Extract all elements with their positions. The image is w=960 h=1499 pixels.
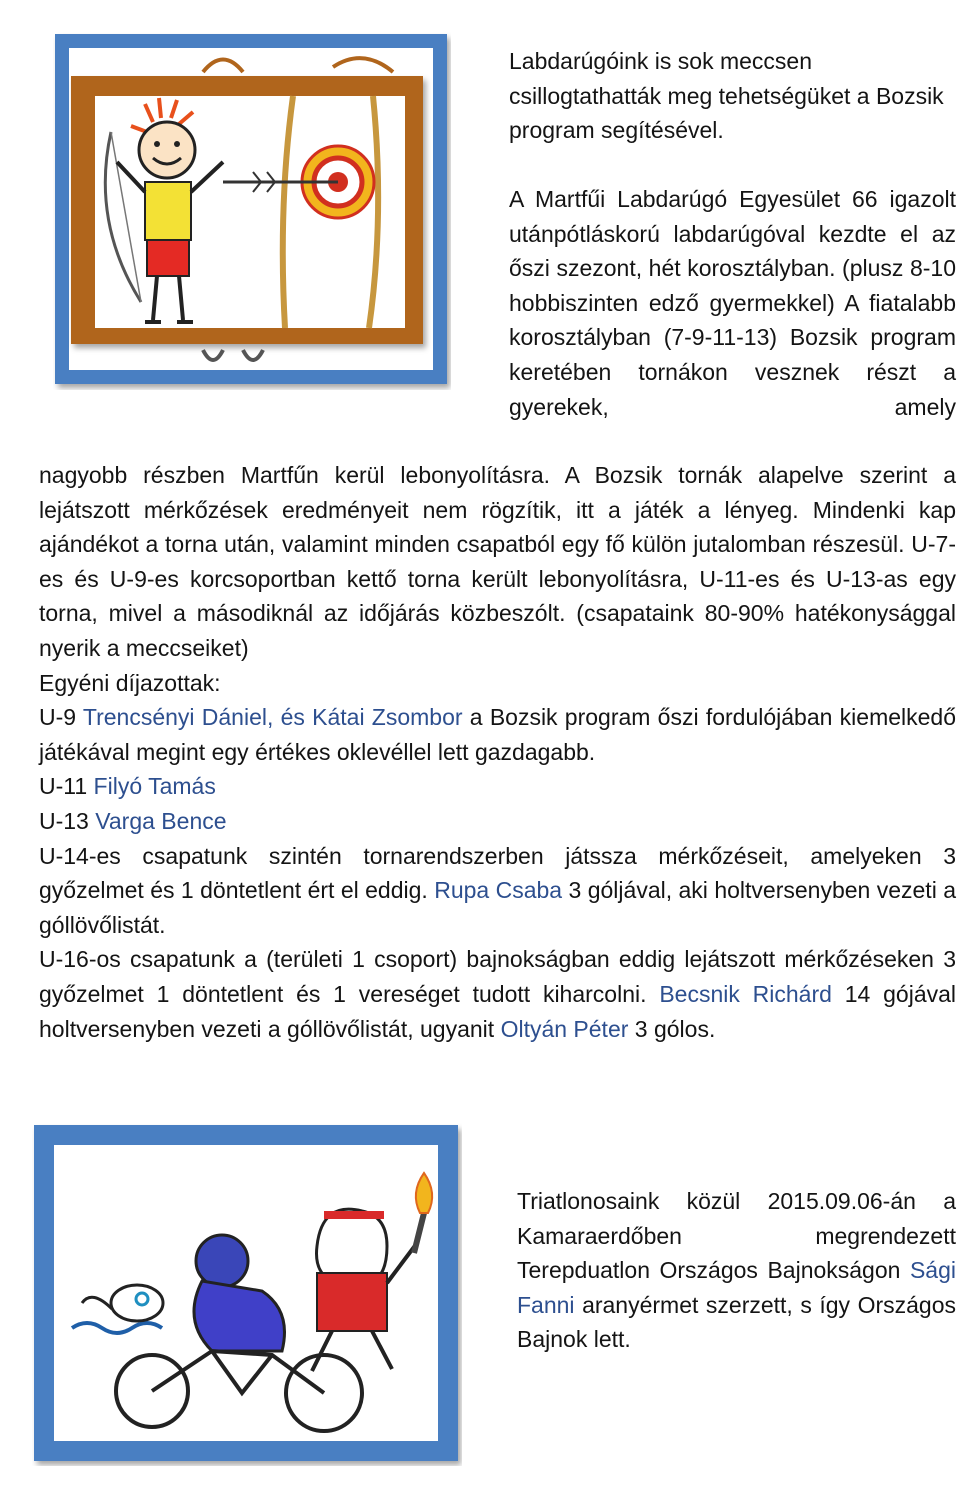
award-u13 [39, 804, 956, 839]
bozsik-paragraph: nagyobb részben Martfűn kerül lebonyolításra. A Bozsik tornák alapelve szerint a lejátszott mérkőzések eredményeit nem rögzítik, itt a játék a lényeg. Mindenki kap ajándékot a torna után, valamint minden csapatból egy fő külön jutalomban részesül. U-7-es és U-9-es korcsoportban kettő torna került lebonyolításra, U-11-es és U-13-as egy torna, mivel a másodiknál az időjárás közbeszólt. (csapataink 80-90% hatékonysággal nyerik a meccseiket) [39, 462, 956, 661]
u11-name: Filyó Tamás [93, 773, 216, 800]
u9-prefix: U-9 [39, 704, 83, 731]
u16-name2: Oltyán Péter [500, 1015, 629, 1042]
u16-paragraph [39, 942, 956, 1046]
intro-text-2: A Martfűi Labdarúgó Egyesület 66 igazolt utánpótláskorú labdarúgóval kezdte el az őszi szezont, hét korosztályban. (plusz 8-10 hobbiszinten edző gyermekkel) A fiatalabb korosztályban (7-9-11-13) Bozsik program keretében tornákon vesznek részt a gyerekek, amely [509, 186, 956, 420]
award-u9 [39, 700, 956, 769]
u13-prefix: U-13 [39, 807, 96, 834]
u16-after: 3 gólos. [628, 1015, 716, 1042]
u14-after: 3 góljával, aki holtversenyben vezeti a góllövőlistát. [39, 877, 957, 938]
u9-suffix: a Bozsik program őszi fordulójában kiemelkedő játékával megint egy értékes oklevéllel lett gazdagabb. [39, 704, 957, 765]
awards-heading: Egyéni díjazottak: [39, 669, 221, 696]
u14-before: U-14-es csapatunk szintén tornarendszerben játssza mérkőzéseit, amelyeken 3 győzelmet és 1 döntetlent ért el eddig. [39, 842, 956, 904]
u16-before: U-16-os csapatunk a (területi 1 csoport) bajnokságban eddig lejátszott mérkőzéseken 3 győzelmet 1 döntetlent és 1 vereséget tudott kiharcolni. [39, 946, 956, 1007]
intro-paragraph-1 [509, 44, 956, 148]
u11-prefix: U-11 [39, 773, 94, 800]
u16-name1: Becsnik Richárd [659, 980, 832, 1007]
u14-name: Rupa Csaba [434, 877, 563, 904]
triathlon-paragraph [517, 1184, 956, 1357]
triathlon-after: aranyérmet szerzett, s így Országos Bajnok lett. [517, 1291, 956, 1353]
intro-text-1: Labdarúgóink is sok meccsen csillogtathatták meg tehetségüket a Bozsik program segítésével. [509, 48, 944, 144]
article-body [39, 458, 956, 1046]
triathlon-cartoon-icon [32, 1123, 462, 1466]
u14-paragraph [39, 839, 956, 943]
triathlon-text [517, 1184, 956, 1357]
u16-middle: 14 gójával holtversenyben vezeti a góllövőlistát, ugyanit [39, 980, 957, 1042]
u9-names: Trencsényi Dániel, és Kátai Zsombor [82, 704, 463, 731]
archer-child-drawing-icon [53, 32, 451, 390]
u13-name: Varga Bence [95, 807, 227, 834]
intro-paragraph-2 [509, 182, 956, 424]
triathlon-before: Triatlonosaink közül 2015.09.06-án a Kamaraerdőben megrendezett Terepduatlon Országos Bajnokságon [517, 1188, 956, 1284]
award-u11 [39, 769, 956, 804]
triathlon-name: Sági Fanni [517, 1257, 956, 1318]
